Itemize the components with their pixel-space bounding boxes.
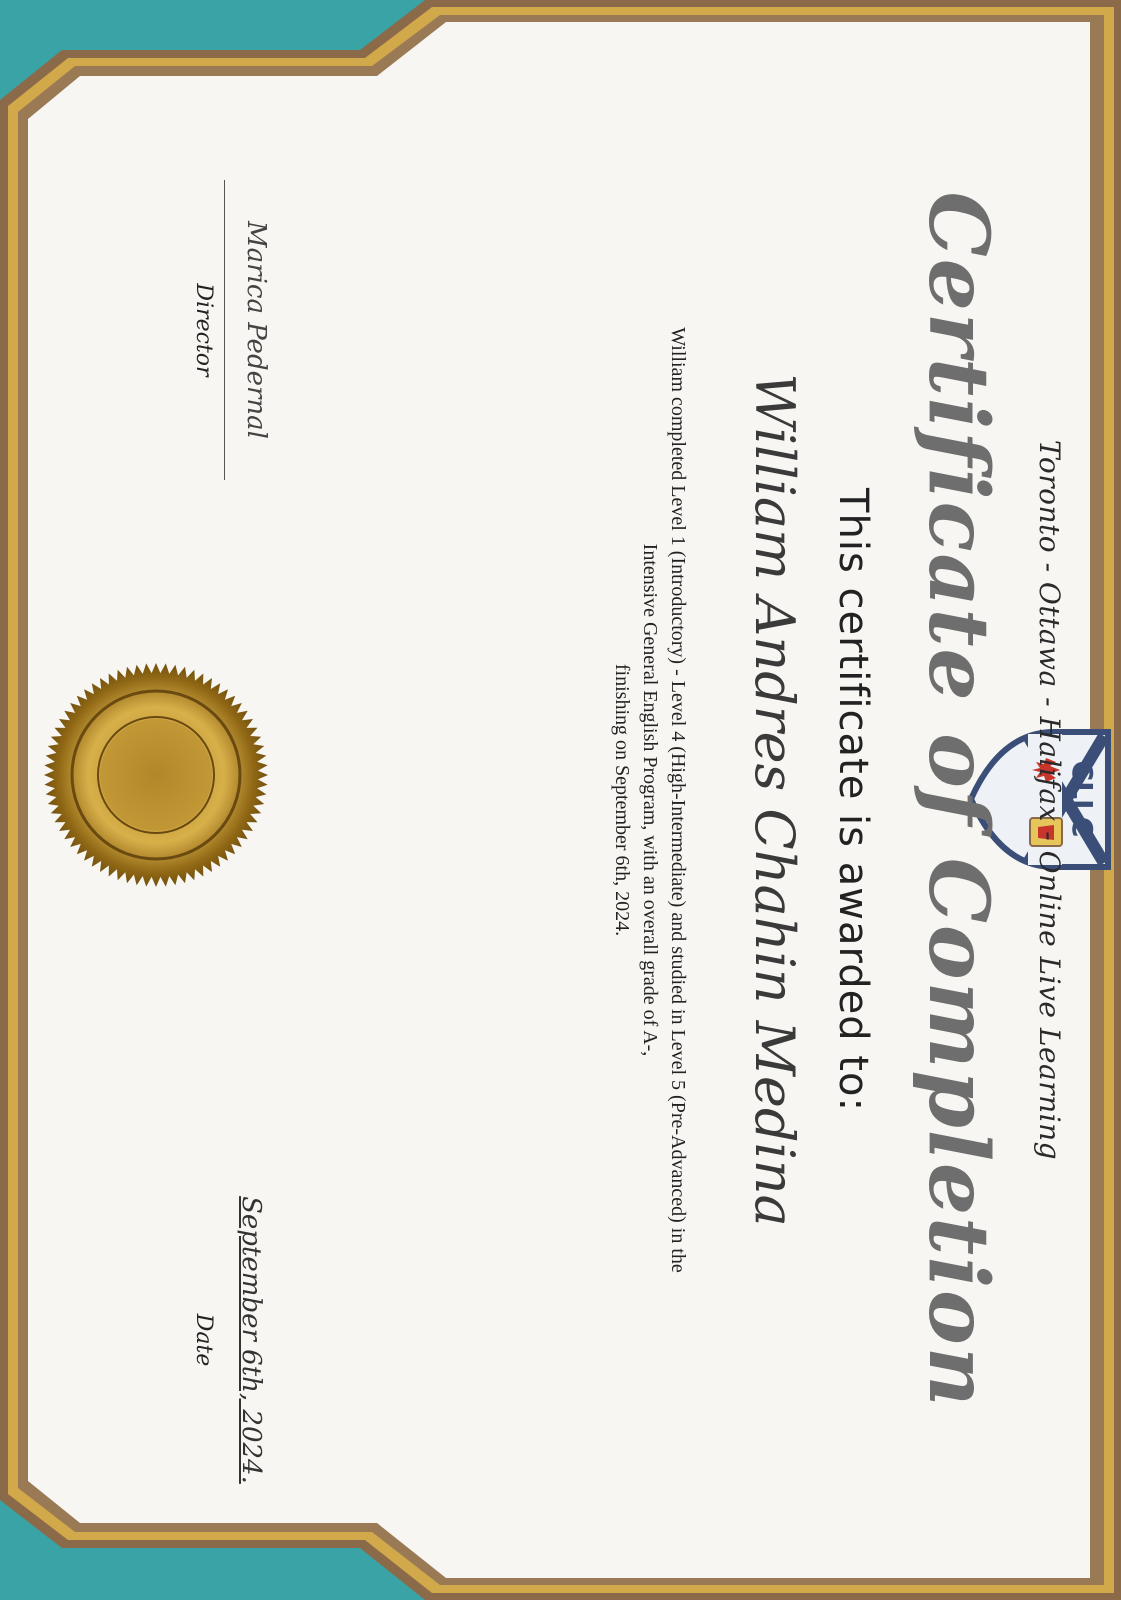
director-label: Director — [191, 283, 216, 377]
recipient-name: William Andres Chahin Medina — [743, 373, 806, 1227]
crest-text: CLLC — [1066, 760, 1099, 838]
description-line: Intensive General English Program, with an overall grade of A-, — [639, 543, 661, 1057]
locations-header: Toronto - Ottawa - Halifax - Online Live Learning — [1033, 439, 1066, 1161]
description-line: finishing on September 6th, 2024. — [611, 663, 633, 937]
certificate-title: Certificate of Completion — [910, 191, 1006, 1409]
awarded-text: This certificate is awarded to: — [830, 488, 876, 1112]
description-line: William completed Level 1 (Introductory) - Level 4 (High-Intermediate) and studied in Level 5 (Pre-Advanced) in the — [667, 327, 689, 1273]
director-signature: Marica Pedernal — [241, 221, 271, 439]
gold-seal — [41, 660, 271, 890]
date-label: Date — [191, 1313, 216, 1367]
director-signature-line — [224, 180, 225, 480]
handwritten-date: September 6th, 2024. — [236, 1196, 266, 1484]
